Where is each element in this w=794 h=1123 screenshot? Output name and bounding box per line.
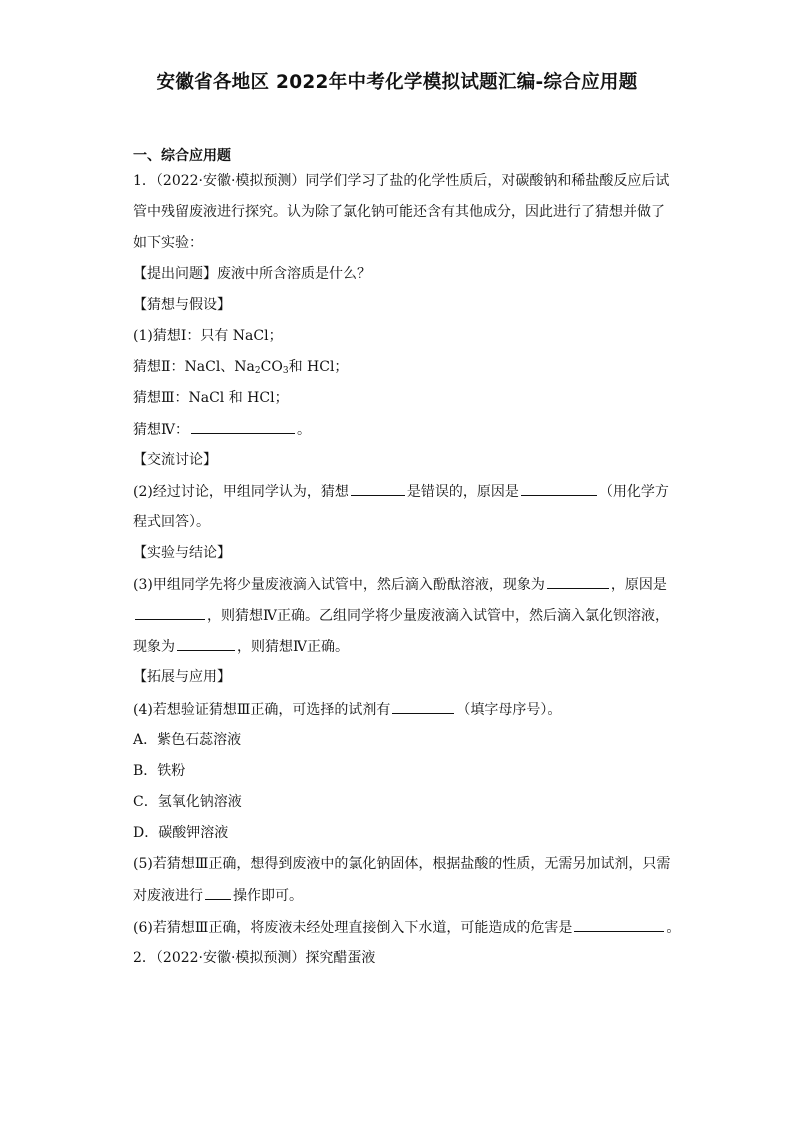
q1-part-2-text-a: (2)经过讨论，甲组同学认为，猜想 bbox=[133, 484, 349, 500]
q1-part-4 bbox=[133, 699, 561, 720]
q1-part-3-text-e: ，则猜想Ⅳ正确。 bbox=[237, 639, 349, 655]
hypothesis-4-label: 猜想Ⅳ： bbox=[133, 422, 189, 438]
q1-part-3-blank-3[interactable] bbox=[177, 636, 235, 651]
q1-part-2-text-b: 是错误的，原因是 bbox=[406, 484, 519, 500]
hypothesis-heading: 【猜想与假设】 bbox=[133, 297, 231, 313]
q1-part-3-text-a: (3)甲组同学先将少量废液滴入试管中，然后滴入酚酞溶液，现象为 bbox=[133, 577, 545, 593]
option-d: D．碳酸钾溶液 bbox=[133, 825, 229, 841]
q1-part-3-line-1 bbox=[133, 574, 667, 595]
q1-part-6 bbox=[133, 917, 680, 938]
q1-stem-line-2: 管中残留废液进行探究。认为除了氯化钠可能还含有其他成分，因此进行了猜想并做了 bbox=[133, 204, 665, 220]
q1-part-3-line-3 bbox=[133, 636, 349, 657]
q1-part-4-text-a: (4)若想验证猜想Ⅲ正确，可选择的试剂有 bbox=[133, 702, 391, 718]
hypothesis-2-sub-2: 3 bbox=[282, 366, 289, 376]
option-c: C．氢氧化钠溶液 bbox=[133, 794, 242, 810]
q1-stem-line-3: 如下实验： bbox=[133, 235, 203, 251]
q1-part-2-line-1 bbox=[133, 481, 669, 502]
q1-part-3-text-c: ，则猜想Ⅳ正确。乙组同学将少量废液滴入试管中，然后滴入氯化钡溶液， bbox=[207, 608, 669, 624]
q1-part-4-blank[interactable] bbox=[392, 699, 454, 714]
hypothesis-1: (1)猜想Ⅰ：只有 NaCl； bbox=[133, 328, 283, 344]
q1-part-5-line-1: (5)若猜想Ⅲ正确，想得到废液中的氯化钠固体，根据盐酸的性质，无需另加试剂，只需 bbox=[133, 856, 671, 872]
hypothesis-2-sub-1: 2 bbox=[254, 366, 261, 376]
q1-part-3-blank-1[interactable] bbox=[547, 574, 609, 589]
q1-part-6-text-a: (6)若猜想Ⅲ正确，将废液未经处理直接倒入下水道，可能造成的危害是 bbox=[133, 920, 573, 936]
q1-part-2-blank-1[interactable] bbox=[351, 481, 405, 496]
q1-part-2-line-2: 程式回答）。 bbox=[133, 514, 210, 530]
q1-part-5-line-2 bbox=[133, 885, 303, 906]
hypothesis-2-part-b: CO bbox=[260, 359, 283, 375]
extension-heading: 【拓展与应用】 bbox=[133, 669, 231, 685]
hypothesis-3: 猜想Ⅲ：NaCl 和 HCl； bbox=[133, 390, 289, 406]
q1-part-5-text-c: 操作即可。 bbox=[233, 888, 303, 904]
hypothesis-4 bbox=[133, 419, 311, 440]
q1-part-3-text-d: 现象为 bbox=[133, 639, 175, 655]
q1-stem-line-1: 1．（2022·安徽·模拟预测）同学们学习了盐的化学性质后，对碳酸钠和稀盐酸反应后试 bbox=[133, 173, 670, 189]
q1-part-6-blank[interactable] bbox=[574, 917, 664, 932]
hypothesis-2 bbox=[133, 357, 348, 381]
section-heading: 一、综合应用题 bbox=[133, 148, 231, 164]
q1-part-2-text-c: （用化学方 bbox=[598, 484, 669, 500]
hypothesis-2-part-a: 猜想Ⅱ：NaCl、Na bbox=[133, 359, 255, 375]
discussion-heading: 【交流讨论】 bbox=[133, 452, 217, 468]
experiment-heading: 【实验与结论】 bbox=[133, 545, 231, 561]
option-b: B．铁粉 bbox=[133, 763, 186, 779]
q1-part-3-line-2 bbox=[133, 605, 669, 626]
question-2-stem: 2．（2022·安徽·模拟预测）探究醋蛋液 bbox=[133, 950, 376, 966]
q1-part-3-text-b: ，原因是 bbox=[610, 577, 667, 593]
q1-part-6-text-b: 。 bbox=[666, 920, 681, 936]
q1-ask-question: 【提出问题】废液中所含溶质是什么？ bbox=[133, 266, 371, 282]
q1-part-5-blank[interactable] bbox=[205, 885, 231, 900]
q1-part-3-blank-2[interactable] bbox=[135, 605, 205, 620]
hypothesis-4-end: 。 bbox=[297, 422, 311, 438]
document-title: 安徽省各地区 2022年中考化学模拟试题汇编-综合应用题 bbox=[156, 72, 638, 93]
q1-part-5-text-b: 对废液进行 bbox=[133, 888, 203, 904]
hypothesis-4-blank[interactable] bbox=[191, 419, 295, 434]
hypothesis-2-part-c: 和 HCl； bbox=[288, 359, 349, 375]
q1-part-2-blank-2[interactable] bbox=[521, 481, 597, 496]
option-a: A．紫色石蕊溶液 bbox=[133, 732, 242, 748]
q1-part-4-text-b: （填字母序号）。 bbox=[456, 702, 562, 718]
